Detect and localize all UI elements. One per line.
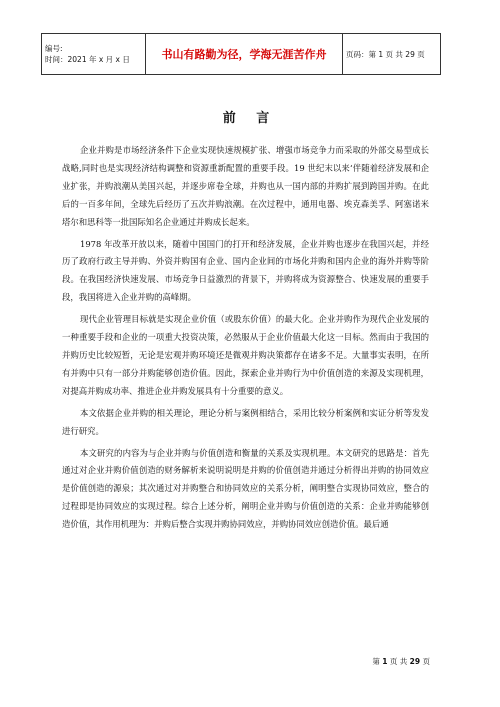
document-title: 前 言: [222, 111, 278, 126]
footer-current-page: 1: [382, 657, 388, 666]
paragraph-3: 现代企业管理目标就是实现企业价值（或股东价值）的最大化。企业并购作为现代企业发展的一种重要手段和企业的一项重大投资决策，必然服从于企业价值最大化这一目标。然而由于我国的并购历史比较短暂，无论是宏观并购环境还是微观并购决策都存在诸多不足。大量事实表明，在所有并购中只有一部分并购能够创造价值。因此，探索企业并购行为中价值创造的来源及实现机理，对提高并购成功率、推进企业并购发展具有十分重要的意义。: [62, 314, 429, 396]
document-number-label: 编号:: [45, 44, 63, 53]
header-page-count: 页码：第 1 页 共 29 页: [343, 34, 441, 75]
document-time-label: 时间：2021 年 x 月 x 日: [45, 55, 130, 64]
footer-total-pages: 29: [409, 657, 421, 666]
page-header: [41, 33, 441, 75]
paragraph-5: 本文研究的内容为与企业并购与价值创造和衡量的关系及实现机理。本文研究的思路是：首先通过对企业并购价值创造的财务解析来说明说明是并购的价值创造并通过分析得出并购的协同效应是价值创造的源泉；其次通过对并购整合和协同效应的关系分析，阐明整合实现协同效应，整合的过程即是协同效应的实现过程。综合上述分析，阐明企业并购与价值创造的关系：企业并购能够创造价值，其作用机理为：并购后整合实现并购协同效应，并购协同效应创造价值。最后通: [62, 447, 429, 530]
paragraph-1: 企业并购是市场经济条件下企业实现快速规模扩张、增强市场竞争力而采取的外部交易型成长战略,同时也是实现经济结构调整和资源重新配置的重要手段。19 世纪末以来‘伴随着经济发展和企业扩张，并购浪潮从美国兴起，并逐步席卷全球，并购也从一国内部的并购扩展到跨国并购。在此后的一百多年间，全球先后经历了五次并购浪潮。在次过程中，通用电器、埃克森美孚、阿塞诺米塔尔和思科等一批国际知名企业通过并购成长起来。: [62, 145, 429, 227]
footer-middle: 页 共: [389, 657, 408, 666]
footer-suffix: 页: [422, 657, 430, 666]
header-meta-cell: [42, 34, 146, 75]
document-body: [62, 142, 429, 538]
paragraph-4: 本文依据企业并购的相关理论，理论分析与案例相结合，采用比较分析案例和实证分析等发发进行研究。: [62, 407, 429, 436]
header-motto: 书山有路勤为径，学海无涯苦作舟: [146, 34, 343, 75]
paragraph-2: 1978 年改革开放以来，随着中国国门的打开和经济发展，企业并购也逐步在我国兴起，并经历了政府行政主导并购、外资并购国有企业、国内企业间的市场化并购和国内企业的海外并购等阶段。在我国经济快速发展、市场竞争日益激烈的背景下，并购将成为资源整合、快速发展的重要手段，我国将进入企业并购的高峰期。: [62, 238, 429, 303]
footer-prefix: 第: [372, 657, 380, 666]
page-footer: [372, 656, 430, 667]
